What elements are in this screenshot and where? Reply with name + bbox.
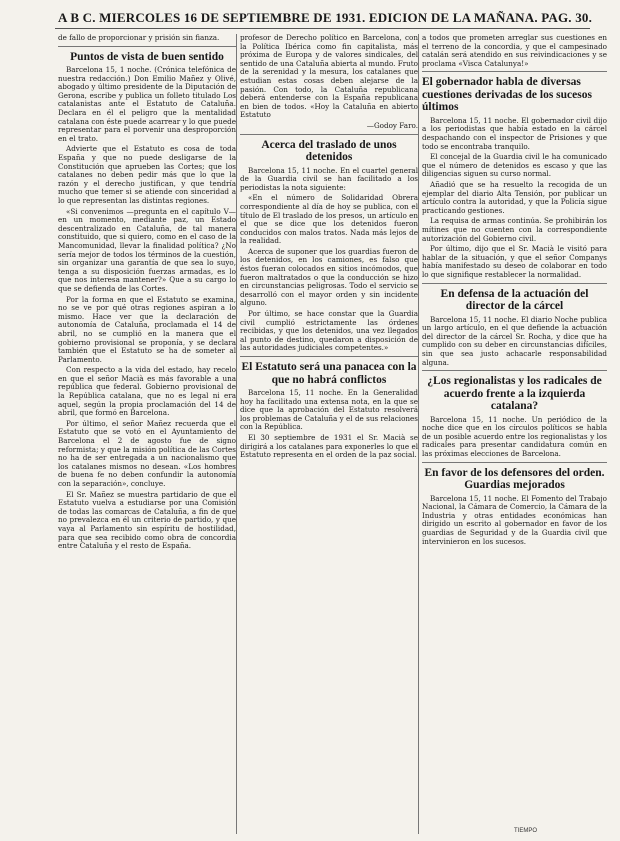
article-heading: En favor de los defensores del orden. Guardias mejorados: [424, 466, 605, 492]
page-header: A B C. MIERCOLES 16 DE SEPTIEMBRE DE 1931. EDICION DE LA MAÑANA. PAG. 30.: [58, 10, 593, 25]
article-heading: Acerca del traslado de unos detenidos: [261, 138, 397, 164]
article-paragraph: Por último, se hace constar que la Guardia civil cumplió estrictamente las órdenes recibidas, y que los detenidos, una vez llegados al punto de destino, quedaron a disposición de las autoridades judiciales competentes.»: [240, 309, 418, 353]
article-paragraph: Barcelona 15, 11 noche. En el cuartel general de la Guardia civil se han facilitado a los periodistas la nota siguiente:: [240, 165, 418, 192]
footer-mark: TIEMPO: [514, 828, 538, 834]
column-divider: [236, 34, 237, 834]
header-rule: [55, 28, 590, 29]
article-paragraph: La requisa de armas continúa. Se prohibirán los mítines que no cuenten con la correspondiente autorización del Gobierno civil.: [422, 216, 607, 243]
article-paragraph: Por la forma en que el Estatuto se examina, no se ve por qué otras regiones aspiran a lo mismo. Hace ver que la declaración de autonomía de Cataluña, proclamada el 14 de abril, no se cumplió en la manera que el gobierno provisional se proponía, y se declara también que el Estatuto se ha de someter al Parlamento.: [58, 294, 236, 364]
article-paragraph: Barcelona 15, 11 noche. En la Generalidad hoy ha facilitado una extensa nota, en la que se dice que la aprobación del Estatuto resolverá los problemas de Cataluña y el de sus relaciones con la República.: [240, 388, 418, 432]
column-1: [58, 34, 236, 834]
article-signature: —Godoy Faro.: [366, 120, 418, 130]
section-rule: [422, 283, 607, 284]
article-paragraph: Advierte que el Estatuto es cosa de toda España y que no puede desligarse de la Constitución que aprueben las Cortes; que los catalanes no deben pedir más que lo que la razón y el derecho justifican, y que tendría mucho que temer si se atiende con sinceridad a lo que representan las distintas regiones.: [58, 144, 236, 205]
section-rule: [240, 356, 418, 357]
section-rule: [58, 46, 236, 47]
section-rule: [422, 370, 607, 371]
article-paragraph: Por último, el señor Mañez recuerda que el Estatuto que se votó en el Ayuntamiento de Barcelona el 2 de agosto fue de signo reformista; y que la misión política de las Cortes no ha de ser entregada a un nacionalismo que los catalanes mismos no desean. «Los hombres de buena fe no deben confundir la autonomía con la separación», concluye.: [58, 418, 236, 488]
article-heading: En defensa de la actuación del director de la cárcel: [440, 287, 589, 313]
article-paragraph: Barcelona 15, 11 noche. El gobernador civil dijo a los periodistas que había estado en la cárcel despachando con el inspector de Prisiones y que todo se encontraba tranquilo.: [422, 115, 607, 151]
article-heading: El gobernador habla de diversas cuestiones derivadas de los sucesos últimos: [422, 76, 592, 114]
section-rule: [422, 462, 607, 463]
column-3: [422, 34, 607, 834]
article-paragraph: El 30 septiembre de 1931 el Sr. Macià se dirigirá a los catalanes para exponerles lo que el Estatuto representa en el orden de la paz social.: [240, 432, 418, 460]
article-paragraph: Barcelona 15, 1 noche. (Crónica telefónica de nuestra redacción.) Don Emilio Mañez y Olivé, abogado y último presidente de la Diputación de Gerona, escribe y publica un folleto titulado Los catalanistas ante el Estatuto de Cataluña. Declara en él el peligro que la mentalidad catalana con éste puede acarrear y lo que puede representar para el porvenir una desproporción en el trato.: [58, 65, 236, 143]
column-intro: de fallo de proporcionar y prisión sin fianza.: [58, 34, 220, 42]
article-heading: ¿Los regionalistas y los radicales de acuerdo frente a la izquierda catalana?: [427, 375, 602, 413]
article-paragraph: Por último, dijo que el Sr. Macià le visitó para hablar de la situación, y que el señor Companys había manifestado su deseo de colaborar en todo lo que signifique restablecer la normalidad.: [422, 244, 607, 279]
column-divider: [418, 34, 419, 834]
article-paragraph: Añadió que se ha resuelto la recogida de un ejemplar del diario Alta Tensión, por publicar un artículo contra la autoridad, y que la Policía sigue practicando gestiones.: [422, 180, 607, 215]
article-paragraph: Barcelona 15, 11 noche. El diario Noche publica un largo artículo, en el que defiende la actuación del director de la cárcel Sr. Rocha, y dice que ha cumplido con su deber en circunstancias difíciles, sin que sea justo achacarle responsabilidad alguna.: [422, 314, 607, 367]
article-paragraph: El Sr. Mañez se muestra partidario de que el Estatuto vuelva a estudiarse por una Comisión de todas las comarcas de Cataluña, a fin de que no prevalezca en él un criterio de partido, y que vaya al Parlamento sin espíritu de hostilidad, para que sea recibido como obra de concordia entre Cataluña y el resto de España.: [58, 489, 236, 551]
column-intro: profesor de Derecho político en Barcelona, con la Política Ibérica como fin capitalista, más próxima de Europa y de valores sindicales, del sentido de una Cataluña abierta al mundo. Fruto de la serenidad y la mesura, los catalanes que estudian estas cosas deben alejarse de la pasión. Con todo, la Cataluña republicana deberá entenderse con la España republicana en bien de todos. «Hoy la Cataluña en abierto Estatuto: [240, 34, 418, 120]
article-heading: Puntos de vista de buen sentido: [70, 50, 224, 63]
column-intro: a todos que prometen arreglar sus cuestiones en el terreno de la concordia, y que el campesinado catalán será atendido en sus reivindicaciones y se proclama «Visca Catalunya!»: [422, 34, 607, 68]
article-heading: El Estatuto será una panacea con la que no habrá conflictos: [241, 361, 417, 386]
article-paragraph: El concejal de la Guardia civil le ha comunicado que el número de detenidos es escaso y que las diligencias siguen su curso normal.: [422, 152, 607, 179]
article-paragraph: Barcelona 15, 11 noche. Un periódico de la noche dice que en los círculos políticos se habla de un posible acuerdo entre los regionalistas y los radicales para presentar candidatura común en las próximas elecciones de Barcelona.: [422, 414, 607, 458]
article-paragraph: Con respecto a la vida del estado, hay recelo en que el señor Macià es más favorable a una república que federal. Gobierno provisional de la República catalana, que no es legal ni era aquel, según la propia proclamación del 14 de abril, que formó en Barcelona.: [58, 365, 236, 418]
column-2: [240, 34, 418, 834]
article-paragraph: Barcelona 15, 11 noche. El Fomento del Trabajo Nacional, la Cámara de Comercio, la Cámara de la Industria y otras entidades económicas han dirigido un escrito al gobernador en favor de los guardias de Seguridad y de la Guardia civil que intervinieron en los sucesos.: [422, 493, 607, 546]
article-paragraph: Acerca de suponer que los guardias fueron de los detenidos, en los camiones, es falso que éstos fueran colocados en sitios incómodos, que fueron maltratados o que la conducción se hizo en circunstancias peligrosas. Todo el servicio se desarrolló con el mayor orden y sin incidente alguno.: [240, 246, 418, 308]
section-rule: [422, 71, 607, 72]
article-paragraph: «Si convenimos —pregunta en el capítulo V— en un momento, mediante paz, un Estado descentralizado en Cataluña, de tal manera constituido, que si quiero, como en el caso de la Mancomunidad, llevar la finalidad política? ¿No sería mejor de todos los términos de la cuestión, sin organizar una garantía de que sea lo suyo, tenga a su disposición fuerzas armadas, es lo que nos interesa mantener?» Que a su cargo lo que se defienda de las Cortes.: [58, 206, 236, 293]
section-rule: [240, 134, 418, 135]
article-paragraph: «En el número de Solidaridad Obrera correspondiente al día de hoy se publica, con el título de El traslado de los presos, un artículo en el que se dice que los detenidos fueron conducidos con malos tratos. Nada más lejos de la realidad.: [240, 193, 418, 246]
